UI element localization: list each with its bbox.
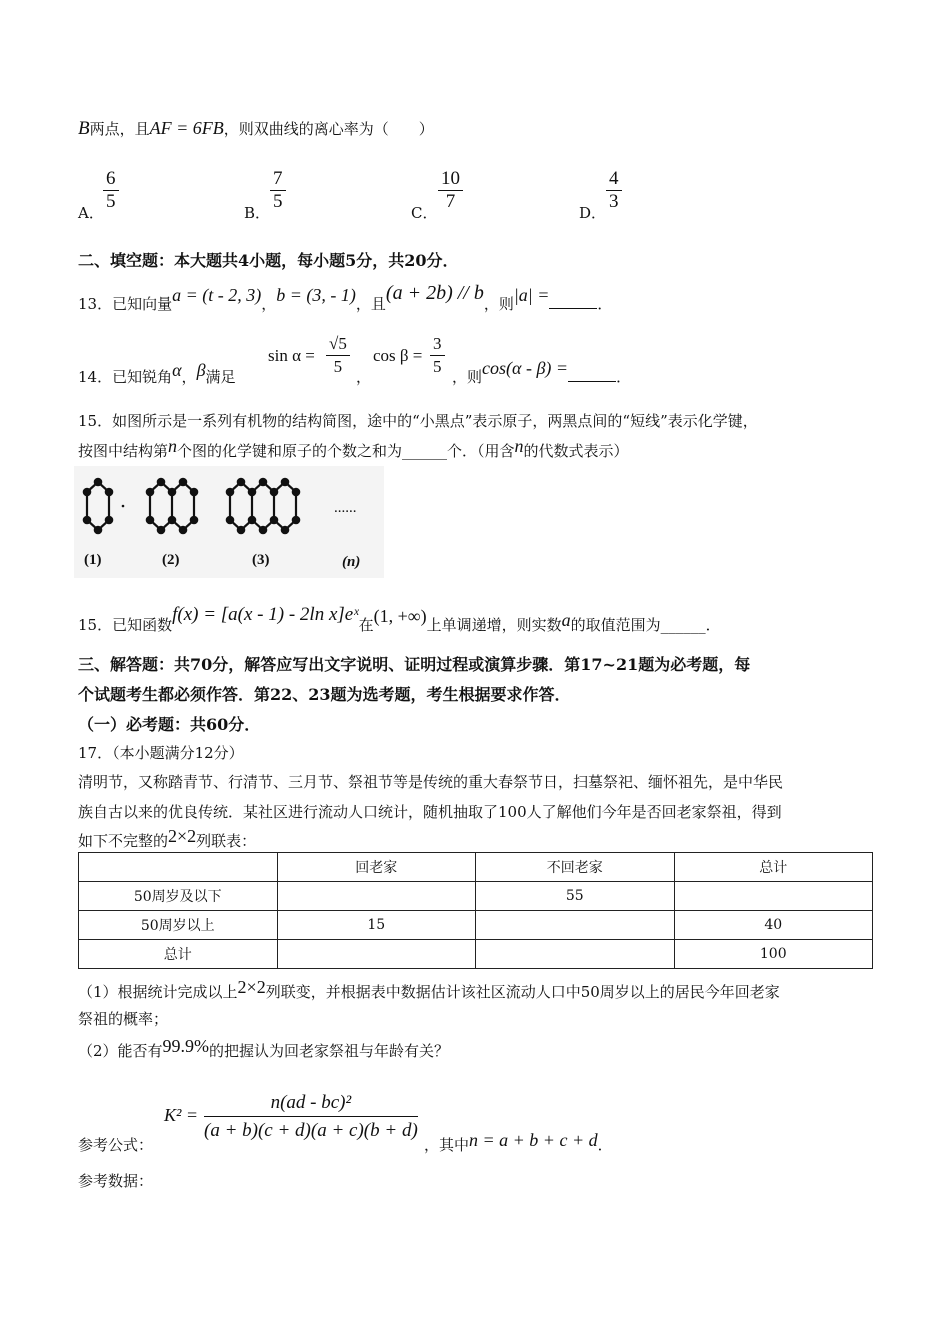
formula-fraction bbox=[204, 1090, 418, 1145]
q17-sub1 bbox=[78, 977, 780, 1002]
option-d-label: D． bbox=[579, 204, 607, 222]
table-cell: 40 bbox=[674, 911, 873, 940]
option-d-num: 4 bbox=[606, 168, 622, 191]
q17-sub2-a: （2）能否有 bbox=[78, 1042, 163, 1060]
option-c-fraction bbox=[438, 168, 463, 213]
q14-sin-fraction bbox=[326, 333, 350, 378]
table-cell bbox=[277, 940, 476, 969]
figure-label-2: (2) bbox=[162, 552, 180, 568]
q14-sep1: ， bbox=[181, 368, 197, 386]
q14-mid: 满足 bbox=[205, 368, 236, 386]
q15b-var-a: a bbox=[561, 610, 571, 630]
q13-end: ． bbox=[597, 295, 613, 313]
q14 bbox=[78, 360, 236, 387]
q15b-interval: (1, +∞) bbox=[373, 606, 427, 626]
figure-separator-dot bbox=[122, 505, 125, 508]
q14-alpha: α bbox=[172, 360, 182, 380]
figure-label-n: (n) bbox=[342, 554, 361, 570]
q15a-text-a: 按图中结构第 bbox=[78, 442, 169, 460]
option-d-fraction bbox=[606, 168, 622, 213]
option-d-den: 3 bbox=[609, 191, 619, 212]
q17-sub2-math: 99.9% bbox=[162, 1036, 210, 1056]
table-cell: 50周岁以上 bbox=[79, 911, 278, 940]
q13-vec-a: a = (t - 2, 3) bbox=[172, 285, 262, 305]
figure-ellipsis: ...... bbox=[334, 500, 357, 516]
q17-paragraph-1: 清明节，又称踏青节、行清节、三月节、祭祖节等是传统的重大春祭节日，扫墓祭祀、缅怀祖先，是中华民 bbox=[78, 773, 784, 791]
q14-beta: β bbox=[196, 360, 206, 380]
section2-header: 二、填空题：本大题共4小题，每小题5分，共20分． bbox=[78, 251, 459, 270]
figure-label-1: (1) bbox=[84, 552, 102, 568]
q14-cos-den: 5 bbox=[433, 357, 442, 376]
q15b bbox=[78, 604, 721, 636]
option-c-label: C． bbox=[411, 204, 438, 222]
required-header: （一）必考题：共60分． bbox=[78, 715, 261, 734]
q14-cos-num: 3 bbox=[430, 333, 445, 356]
q17-paragraph-3 bbox=[78, 826, 257, 851]
formula-where-text: ，其中 bbox=[424, 1136, 470, 1154]
formula-end: ． bbox=[597, 1136, 613, 1154]
q12-tail bbox=[78, 118, 434, 140]
q14-cos-fraction bbox=[430, 333, 445, 378]
table-cell: 15 bbox=[277, 911, 476, 940]
option-b-den: 5 bbox=[273, 191, 283, 212]
option-a-fraction bbox=[103, 168, 119, 213]
option-a-label: A． bbox=[78, 204, 104, 222]
q14-sep3: ，则 bbox=[452, 368, 483, 386]
q17-p3-math: 2×2 bbox=[168, 826, 197, 846]
option-c-den: 7 bbox=[445, 191, 456, 212]
q14-sep2: ， bbox=[356, 368, 372, 386]
table-cell bbox=[476, 940, 675, 969]
option-b-fraction bbox=[270, 168, 286, 213]
q12-text1: 两点，且 bbox=[89, 120, 150, 138]
q14-cos-lhs: cos β = bbox=[373, 346, 423, 365]
molecule-figure bbox=[74, 466, 384, 578]
q15b-mid: 在 bbox=[358, 616, 374, 634]
q17-sub1-math: 2×2 bbox=[237, 977, 266, 997]
table-cell: 55 bbox=[476, 882, 675, 911]
option-b-label: B． bbox=[244, 204, 271, 222]
q14-end: ． bbox=[616, 368, 632, 386]
table-cell: 50周岁及以下 bbox=[79, 882, 278, 911]
formula-label: 参考公式： bbox=[78, 1136, 154, 1154]
q15a-n: n bbox=[168, 436, 178, 456]
q17-sub1-a: （1）根据统计完成以上 bbox=[78, 983, 238, 1001]
q13 bbox=[78, 282, 613, 315]
q15a-text-b: 个图的化学键和原子的个数之和为______个．（用含 bbox=[177, 442, 515, 460]
q15b-function: f(x) = [a(x - 1) - 2ln x]eˣ bbox=[172, 604, 359, 625]
q13-no: 13．已知向量 bbox=[78, 295, 173, 313]
q13-sep3: ，则 bbox=[483, 295, 514, 313]
option-c-num: 10 bbox=[438, 168, 463, 191]
q17-p3-a: 如下不完整的 bbox=[78, 832, 169, 850]
q14-answer-blank[interactable] bbox=[568, 369, 616, 382]
q13-answer-blank[interactable] bbox=[549, 296, 597, 309]
q15a-text-c: 的代数式表示） bbox=[523, 442, 629, 460]
contingency-table bbox=[78, 852, 873, 969]
formula-numerator: n(ad - bc)² bbox=[204, 1090, 418, 1117]
q12-formula: AF = 6FB bbox=[149, 118, 224, 138]
table-cell bbox=[476, 911, 675, 940]
option-a-num: 6 bbox=[103, 168, 119, 191]
q17-paragraph-2: 族自古以来的优良传统．某社区进行流动人口统计，随机抽取了100人了解他们今年是否回老家祭祖，得到 bbox=[78, 803, 782, 821]
table-cell bbox=[674, 882, 873, 911]
section3-header-line1: 三、解答题：共70分，解答应写出文字说明、证明过程或演算步骤．第17~21题为必考题，每 bbox=[78, 655, 751, 674]
q15b-no: 15．已知函数 bbox=[78, 616, 173, 634]
q17-sub1-b: 列联变，并根据表中数据估计该社区流动人口中50周岁以上的居民今年回老家 bbox=[265, 983, 780, 1001]
q15a-line2 bbox=[78, 436, 629, 461]
table-cell: 100 bbox=[674, 940, 873, 969]
table-cell bbox=[277, 882, 476, 911]
q12-text2: ，则双曲线的离心率为（ ） bbox=[223, 120, 434, 138]
formula-denominator: (a + b)(c + d)(a + c)(b + d) bbox=[204, 1120, 418, 1141]
q14-ask: cos(α - β) = bbox=[482, 358, 569, 378]
q13-vec-b: b = (3, - 1) bbox=[276, 285, 356, 305]
table-header-cell bbox=[79, 853, 278, 882]
q17-p3-b: 列联表： bbox=[196, 832, 257, 850]
section3-header-line2: 个试题考生都必须作答．第22、23题为选考题，考生根据要求作答． bbox=[78, 685, 571, 704]
q14-sin-lhs: sin α = bbox=[268, 346, 315, 365]
table-row bbox=[79, 940, 873, 969]
table-header-cell: 总计 bbox=[674, 853, 873, 882]
table-header-row bbox=[79, 853, 873, 882]
table-header-cell: 回老家 bbox=[277, 853, 476, 882]
q17-sub2-b: 的把握认为回老家祭祖与年龄有关？ bbox=[209, 1042, 450, 1060]
table-header-cell: 不回老家 bbox=[476, 853, 675, 882]
q14-no: 14．已知锐角 bbox=[78, 368, 173, 386]
formula-lhs: K² = bbox=[164, 1105, 199, 1125]
q14-tail bbox=[452, 358, 632, 387]
option-a-den: 5 bbox=[106, 191, 116, 212]
q13-ask: |a| = bbox=[513, 285, 550, 305]
q17-sub1-c: 祭祖的概率； bbox=[78, 1010, 169, 1028]
q15b-tail-a: 上单调递增，则实数 bbox=[426, 616, 562, 634]
table-row bbox=[79, 882, 873, 911]
q13-sep2: ，且 bbox=[355, 295, 386, 313]
table-cell: 总计 bbox=[79, 940, 278, 969]
q17-sub2 bbox=[78, 1036, 450, 1061]
table-row bbox=[79, 911, 873, 940]
option-b-num: 7 bbox=[270, 168, 286, 191]
q15a-line1: 15．如图所示是一系列有机物的结构简图，途中的“小黑点”表示原子，两黑点间的“短线”表示化学键， bbox=[78, 412, 758, 430]
q15b-tail-b: 的取值范围为______． bbox=[570, 616, 721, 634]
q15a-n-2: n bbox=[514, 436, 524, 456]
q13-condition: (a + 2b) // b bbox=[385, 282, 484, 304]
q17-title: 17．（本小题满分12分） bbox=[78, 744, 244, 762]
formula-where bbox=[424, 1130, 613, 1155]
q14-sin-num: √5 bbox=[326, 333, 350, 356]
reference-data-label: 参考数据： bbox=[78, 1172, 154, 1190]
q13-sep1: ， bbox=[261, 295, 277, 313]
q14-sin-den: 5 bbox=[333, 357, 343, 376]
figure-label-3: (3) bbox=[252, 552, 270, 568]
q12-var-b: B bbox=[78, 118, 90, 139]
formula-n-def: n = a + b + c + d bbox=[469, 1130, 598, 1150]
